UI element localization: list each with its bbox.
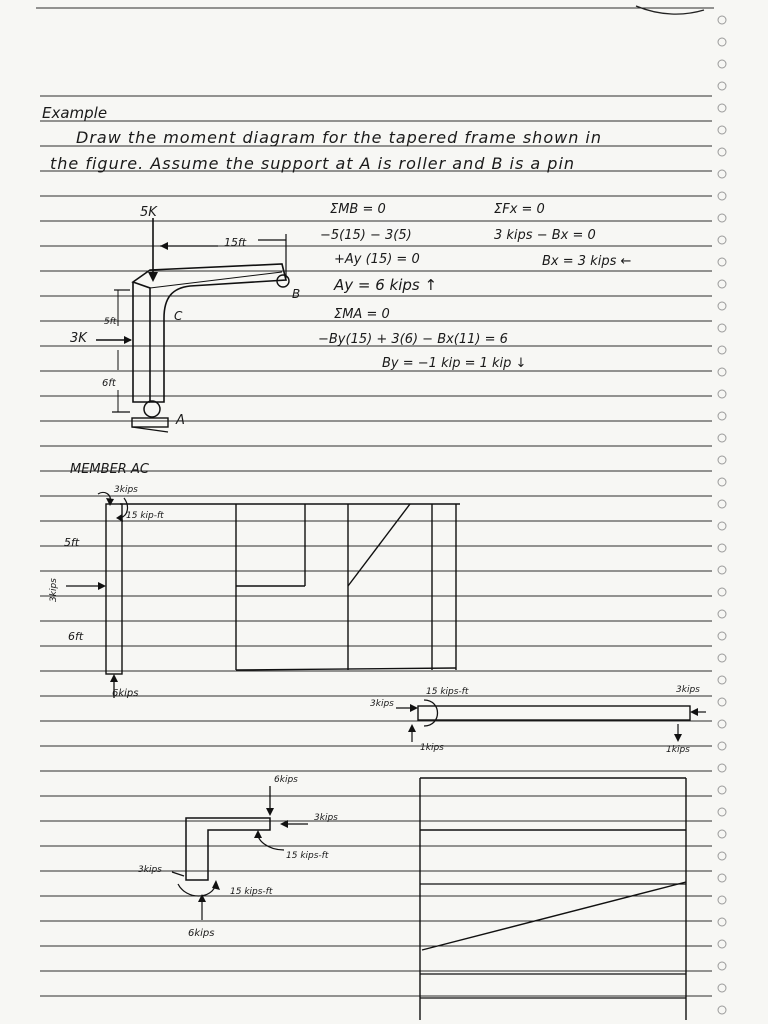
binder-hole: [718, 962, 726, 970]
frame-dim-15ft: 15ft: [224, 236, 247, 249]
example-heading: Example: [42, 104, 108, 122]
cb-vertical: 1kips: [420, 743, 444, 753]
frame-load-top: 5K: [140, 205, 157, 220]
binder-hole: [718, 830, 726, 838]
binder-hole: [718, 258, 726, 266]
eq-sum-mb: ΣMB = 0: [330, 202, 386, 217]
frame-label-a: A: [176, 413, 185, 428]
member-ac-title: MEMBER AC: [70, 462, 149, 477]
ac-dim-6ft: 6ft: [68, 630, 84, 643]
ac-top-moment: 15 kip-ft: [126, 511, 164, 521]
binder-hole: [718, 214, 726, 222]
member-cb-diagram: [370, 680, 710, 770]
eq-by: By = −1 kip = 1 kip ↓: [382, 356, 527, 371]
binder-hole: [718, 896, 726, 904]
jc-right-force: 3kips: [314, 813, 338, 823]
pen-mark: [636, 6, 704, 14]
cb-right-vertical: 1kips: [666, 745, 690, 755]
binder-hole: [718, 60, 726, 68]
binder-hole: [718, 874, 726, 882]
frame-label-b: B: [292, 287, 301, 301]
binder-hole: [718, 852, 726, 860]
ac-dim-5ft: 5ft: [64, 536, 80, 549]
jc-bottom-moment: 15 kips-ft: [230, 887, 273, 897]
binder-hole: [718, 918, 726, 926]
ac-top-force: 3kips: [114, 485, 138, 495]
problem-line-1: Draw the moment diagram for the tapered frame shown in: [76, 128, 603, 147]
binder-hole: [718, 38, 726, 46]
frame-load-side: 3K: [70, 331, 87, 346]
binder-hole: [718, 940, 726, 948]
eq-sum-fx: ΣFx = 0: [494, 202, 545, 217]
binder-hole: [718, 82, 726, 90]
binder-hole: [718, 676, 726, 684]
ac-side-force: 3kips: [49, 578, 59, 602]
cb-moment: 15 kips-ft: [426, 687, 469, 697]
jc-top-force: 6kips: [274, 775, 298, 785]
binder-hole: [718, 544, 726, 552]
ac-bottom-force: 6kips: [112, 688, 139, 699]
eq-sum-ma: ΣMA = 0: [334, 307, 390, 322]
binder-hole: [718, 368, 726, 376]
binder-hole: [718, 698, 726, 706]
binder-hole: [718, 588, 726, 596]
jc-right-moment: 15 kips-ft: [286, 851, 329, 861]
frame-label-c: C: [174, 309, 183, 323]
binder-hole: [718, 456, 726, 464]
cb-left-force: 3kips: [370, 699, 394, 709]
frame-figure: [0, 190, 320, 450]
eq-line-1: −5(15) − 3(5): [320, 228, 412, 243]
binder-hole: [718, 412, 726, 420]
eq-fx: 3 kips − Bx = 0: [494, 228, 596, 243]
binder-hole: [718, 148, 726, 156]
binder-hole: [718, 104, 726, 112]
eq-line-3: −By(15) + 3(6) − Bx(11) = 6: [318, 332, 508, 347]
binder-hole: [718, 434, 726, 442]
frame-dim-5ft: 5ft: [104, 317, 117, 327]
binder-hole: [718, 522, 726, 530]
binder-hole: [718, 390, 726, 398]
joint-c-diagram: [120, 760, 380, 940]
binder-hole: [718, 720, 726, 728]
binder-hole: [718, 786, 726, 794]
binder-hole: [718, 632, 726, 640]
binder-hole: [718, 236, 726, 244]
member-ac-diagram: [0, 478, 470, 708]
binder-hole: [718, 984, 726, 992]
binder-hole: [718, 170, 726, 178]
binder-hole: [718, 654, 726, 662]
jc-bottom-force: 6kips: [188, 928, 215, 939]
binder-hole: [718, 280, 726, 288]
binder-hole: [718, 610, 726, 618]
binder-hole: [718, 566, 726, 574]
binder-hole: [718, 742, 726, 750]
binder-hole: [718, 302, 726, 310]
binder-hole: [718, 478, 726, 486]
eq-ay: Ay = 6 kips ↑: [334, 276, 438, 294]
moment-diagram: [410, 764, 690, 1024]
binder-hole: [718, 126, 726, 134]
frame-dim-6ft: 6ft: [102, 378, 116, 389]
binder-hole: [718, 808, 726, 816]
eq-line-2: +Ay (15) = 0: [334, 252, 420, 267]
binder-hole: [718, 16, 726, 24]
problem-line-2: the figure. Assume the support at A is roller and B is a pin: [50, 154, 576, 173]
binder-hole: [718, 764, 726, 772]
binder-hole: [718, 346, 726, 354]
binder-hole: [718, 1006, 726, 1014]
binder-hole: [718, 192, 726, 200]
cb-right-force: 3kips: [676, 685, 700, 695]
eq-bx: Bx = 3 kips ←: [542, 254, 632, 269]
binder-hole: [718, 500, 726, 508]
binder-hole: [718, 324, 726, 332]
jc-left-force: 3kips: [138, 865, 162, 875]
